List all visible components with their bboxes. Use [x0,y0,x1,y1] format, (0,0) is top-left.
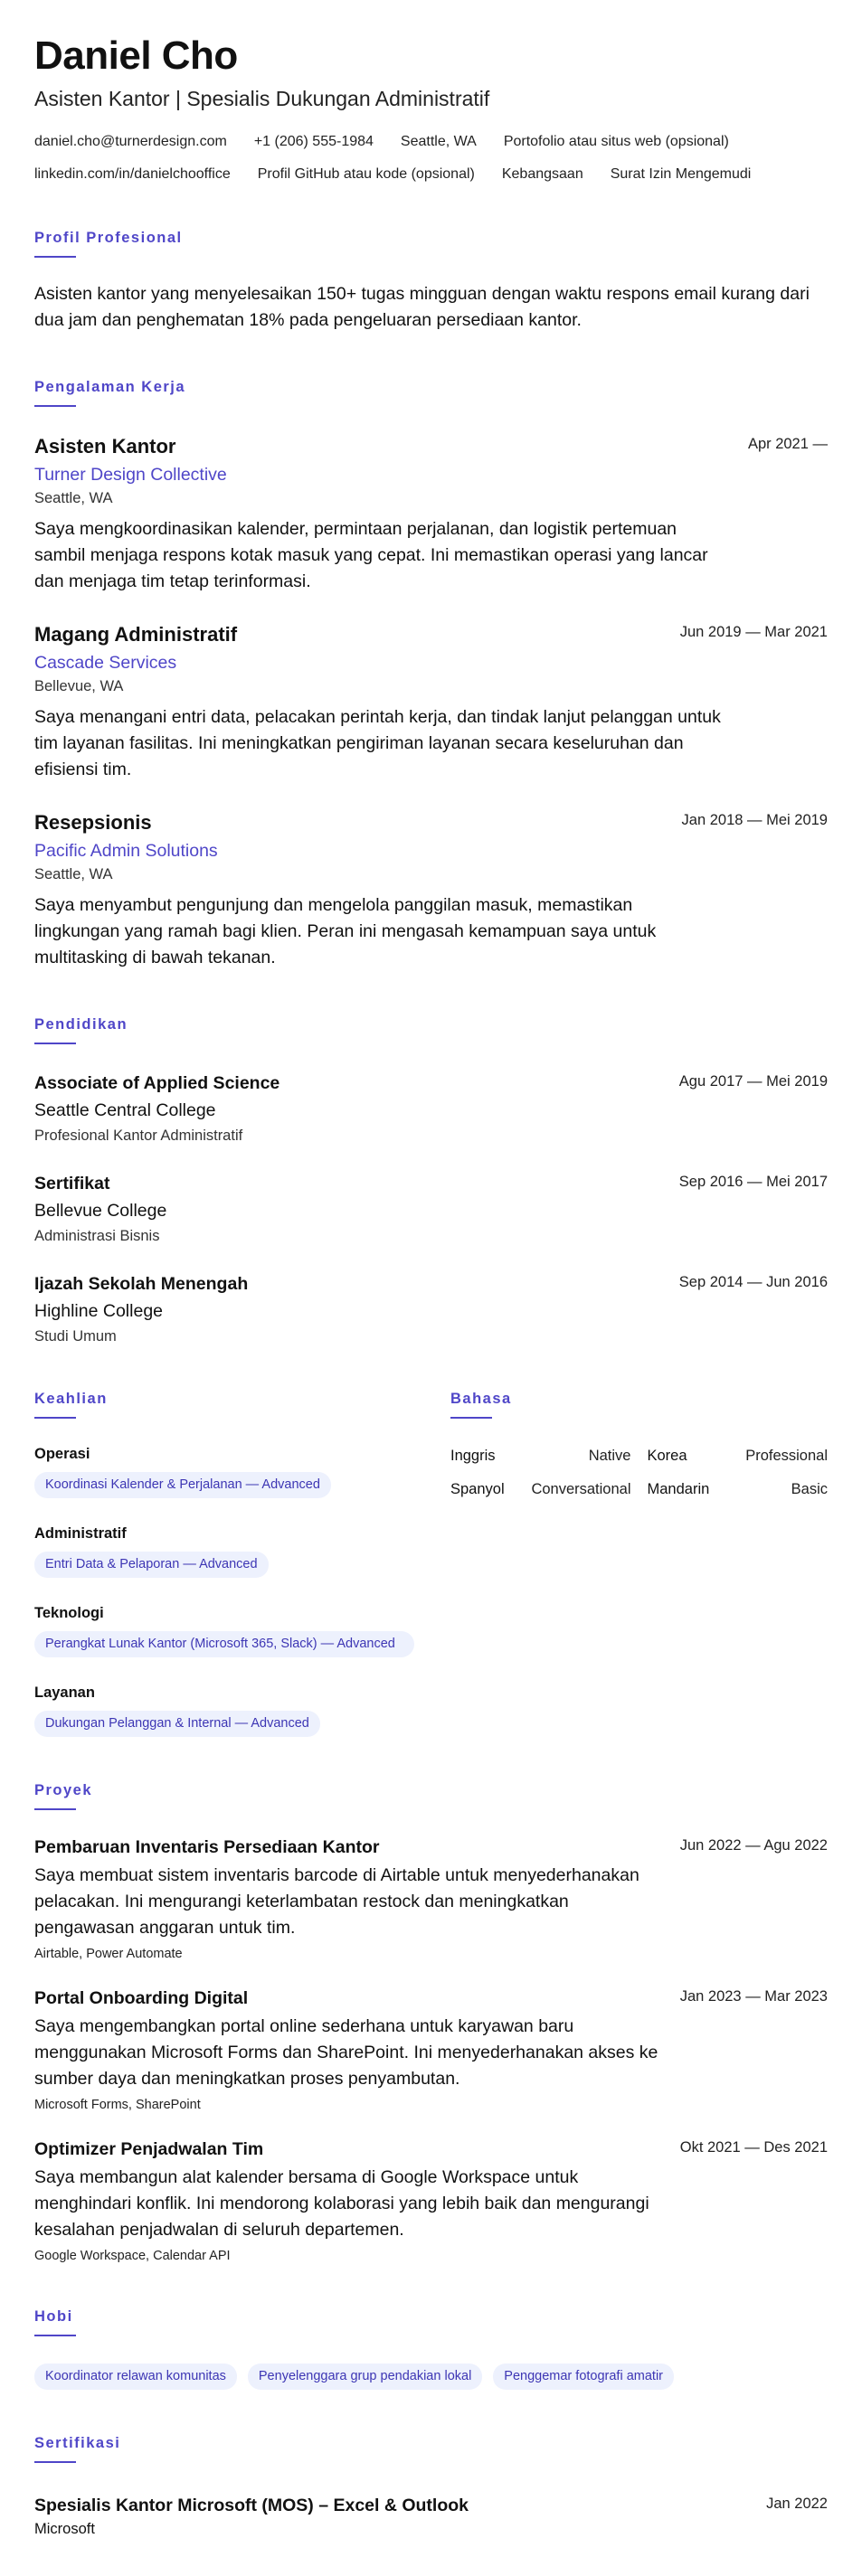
contact-row [34,165,828,184]
hobby-chip: Koordinator relawan komunitas [34,2364,237,2390]
language-level: Native [588,1448,631,1464]
hobby-chip: Penyelenggara grup pendakian lokal [248,2364,482,2390]
linkedin-link[interactable]: linkedin.com/in/danielchooffice [34,166,231,182]
certification-date: Jan 2022 [766,2496,828,2512]
education-entry [34,1172,828,1245]
education-section [34,1016,828,1345]
certification-name: Spesialis Kantor Microsoft (MOS) – Excel & Outlook [34,2496,469,2515]
experience-entry [34,622,828,783]
language-name: Spanyol [450,1481,505,1497]
skill-category: Administratif [34,1525,127,1542]
section-divider [34,2335,76,2336]
project-tech: Airtable, Power Automate [34,1947,183,1961]
section-divider [450,1417,492,1419]
phone-number: +1 (206) 555-1984 [253,134,374,149]
skill-category: Teknologi [34,1605,104,1621]
job-location: Bellevue, WA [34,678,124,694]
project-tech: Microsoft Forms, SharePoint [34,2098,201,2112]
skill-chip: Koordinasi Kalender & Perjalanan — Advanced [34,1472,331,1498]
job-title: Asisten Kantor [34,435,176,458]
certification-entry [34,2494,828,2538]
language-name: Mandarin [647,1481,710,1497]
skill-group [34,1684,414,1737]
section-title: Proyek [34,1782,93,1798]
experience-section [34,379,828,971]
hobby-list [34,2364,828,2390]
job-description: Saya menyambut pengunjung dan mengelola panggilan masuk, memastikan lingkungan yang ramah bagi klien. Peran ini mengasah kemampuan saya untuk multitasking di bawah tekanan. [34,895,657,967]
section-title: Hobi [34,2308,73,2325]
skill-chip: Dukungan Pelanggan & Internal — Advanced [34,1711,320,1737]
project-description: Saya membuat sistem inventaris barcode di Airtable untuk menyederhanakan pelacakan. Ini mengurangi keterlambatan restock dan meningkatkan pengawasan anggaran untuk tim. [34,1865,639,1938]
company-name: Cascade Services [34,653,177,673]
section-divider [34,2461,76,2463]
skills-languages-row [34,1391,828,1737]
job-title: Resepsionis [34,811,152,834]
job-dates: Apr 2021 — [747,436,828,452]
education-dates: Agu 2017 — Mei 2019 [678,1073,828,1090]
degree-name: Ijazah Sekolah Menengah [34,1274,249,1294]
section-divider [34,256,76,258]
section-title: Sertifikasi [34,2435,121,2451]
job-description: Saya menangani entri data, pelacakan perintah kerja, dan tindak lanjut pelanggan untuk tim layanan fasilitas. Ini meningkatkan pengiriman layanan secara keseluruhan dan efisiensi tim. [34,707,721,779]
hobbies-section [34,2308,828,2390]
project-name: Portal Onboarding Digital [34,1988,249,2008]
education-dates: Sep 2016 — Mei 2017 [678,1174,828,1190]
language-level: Professional [745,1448,828,1464]
experience-entry [34,434,828,595]
language-item [450,1448,631,1465]
section-divider [34,1417,76,1419]
language-name: Inggris [450,1448,496,1464]
school-name: Highline College [34,1301,164,1321]
contact-row [34,132,828,152]
job-dates: Jan 2018 — Mei 2019 [681,812,828,828]
nationality: Kebangsaan [501,166,583,182]
section-title: Profil Profesional [34,230,183,246]
section-title: Bahasa [450,1391,512,1407]
skills-section [34,1391,414,1737]
skill-group [34,1525,414,1578]
language-list [450,1448,828,1498]
skill-group [34,1446,414,1498]
github-link[interactable]: Profil GitHub atau kode (opsional) [257,166,475,182]
skill-category: Operasi [34,1446,90,1462]
section-title: Pengalaman Kerja [34,379,186,395]
job-description: Saya mengkoordinasikan kalender, permintaan perjalanan, dan logistik pertemuan sambil menjaga respons kotak masuk yang cepat. Ini memastikan operasi yang lancar dan menjaga tim tetap terinformasi. [34,519,708,591]
language-level: Conversational [531,1481,631,1497]
project-dates: Okt 2021 — Des 2021 [679,2139,828,2156]
job-location: Seattle, WA [34,866,113,882]
education-dates: Sep 2014 — Jun 2016 [678,1274,828,1290]
projects-section [34,1782,828,2263]
language-level: Basic [791,1481,828,1497]
section-title: Keahlian [34,1391,108,1407]
school-name: Bellevue College [34,1201,167,1221]
candidate-name: Daniel Cho [34,33,238,78]
section-title: Pendidikan [34,1016,128,1033]
certifications-section [34,2435,828,2538]
education-entry [34,1272,828,1345]
degree-name: Sertifikat [34,1174,110,1194]
candidate-headline: Asisten Kantor | Spesialis Dukungan Administratif [34,87,490,110]
location: Seattle, WA [400,134,477,149]
section-divider [34,1808,76,1810]
project-entry [34,1835,828,1961]
field-of-study: Administrasi Bisnis [34,1228,160,1244]
portfolio-link[interactable]: Portofolio atau situs web (opsional) [503,134,729,149]
language-item [450,1481,631,1498]
project-name: Pembaruan Inventaris Persediaan Kantor [34,1837,380,1857]
project-description: Saya membangun alat kalender bersama di Google Workspace untuk menghindari konflik. Ini mendorong kolaborasi yang lebih baik dan mengurangi kesalahan penjadwalan di seluruh departemen. [34,2167,649,2240]
email-link[interactable]: daniel.cho@turnerdesign.com [34,134,227,149]
hobby-chip: Penggemar fotografi amatir [493,2364,674,2390]
job-dates: Jun 2019 — Mar 2021 [679,624,828,640]
project-entry [34,2137,828,2263]
project-dates: Jan 2023 — Mar 2023 [679,1988,828,2005]
header [34,33,828,184]
skill-category: Layanan [34,1684,95,1701]
languages-section [450,1391,828,1737]
experience-entry [34,810,828,971]
language-name: Korea [647,1448,687,1464]
profile-section [34,230,828,334]
section-divider [34,1043,76,1044]
company-name: Pacific Admin Solutions [34,841,218,861]
skill-chip: Entri Data & Pelaporan — Advanced [34,1552,269,1578]
project-description: Saya mengembangkan portal online sederhana untuk karyawan baru menggunakan Microsoft Forms dan SharePoint. Ini menyederhanakan akses ke sumber daya dan meningkatkan proses penyambutan. [34,2016,658,2089]
project-entry [34,1986,828,2112]
project-name: Optimizer Penjadwalan Tim [34,2139,264,2159]
project-dates: Jun 2022 — Agu 2022 [679,1837,828,1854]
field-of-study: Studi Umum [34,1328,117,1345]
job-location: Seattle, WA [34,490,113,506]
skill-chip: Perangkat Lunak Kantor (Microsoft 365, Slack) — Advanced [34,1631,414,1657]
profile-summary: Asisten kantor yang menyelesaikan 150+ tugas mingguan dengan waktu respons email kurang dari dua jam dan penghematan 18% pada pengeluaran persediaan kantor. [34,284,810,330]
education-entry [34,1071,828,1145]
job-title: Magang Administratif [34,623,238,646]
school-name: Seattle Central College [34,1100,216,1120]
language-item [648,1448,829,1465]
project-tech: Google Workspace, Calendar API [34,2249,231,2263]
section-divider [34,405,76,407]
company-name: Turner Design Collective [34,465,227,485]
skill-group [34,1605,414,1657]
field-of-study: Profesional Kantor Administratif [34,1128,243,1144]
language-item [648,1481,829,1498]
degree-name: Associate of Applied Science [34,1073,280,1093]
certification-issuer: Microsoft [34,2521,95,2537]
drivers-license: Surat Izin Mengemudi [610,166,752,182]
